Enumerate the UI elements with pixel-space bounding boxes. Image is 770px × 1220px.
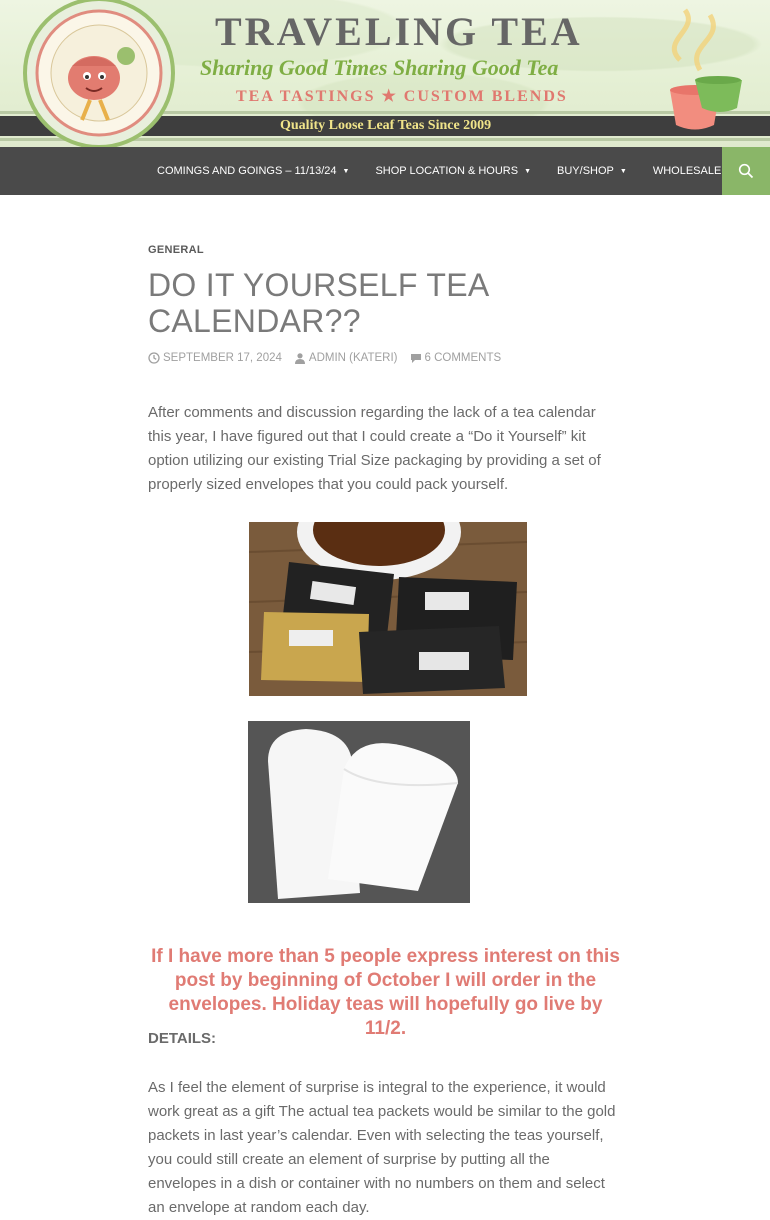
chevron-down-icon: ▼	[342, 167, 350, 175]
search-icon	[738, 163, 754, 179]
post-author-link[interactable]	[294, 352, 398, 364]
brand-name: TRAVELING TEA	[215, 9, 583, 54]
post-comments-link[interactable]	[410, 352, 502, 364]
nav-item-shop-location-hours[interactable]	[362, 147, 544, 195]
brand-tagline: Sharing Good Times Sharing Good Tea	[200, 55, 559, 80]
nav-item-label: WHOLESALE	[652, 165, 722, 177]
details-paragraph: As I feel the element of surprise is integral to the experience, it would work great as a gift The actual tea packets would be similar to the gold packets in last year’s calendar. Even with selecting the teas yourself, you could still create an element of surprise by putting all the envelopes in a dish or container with no numbers on them and select an envelope at random each day.	[148, 1079, 616, 1216]
site-logo[interactable]	[22, 0, 176, 147]
post-comments-count: 6 COMMENTS	[424, 352, 502, 364]
glassine-envelopes-photo	[248, 721, 470, 903]
nav-item-label: BUY/SHOP	[557, 165, 614, 177]
tea-cups-illustration	[640, 0, 750, 140]
search-button[interactable]	[722, 147, 770, 195]
nav-item-label: COMINGS AND GOINGS – 11/13/24	[157, 165, 337, 177]
nav-item-label: SHOP LOCATION & HOURS	[375, 165, 519, 177]
post-meta	[148, 352, 501, 364]
clock-icon	[148, 352, 160, 364]
nav-item-buy-shop[interactable]	[544, 147, 640, 195]
post-author: ADMIN (KATERI)	[308, 352, 398, 364]
post-category-link[interactable]: GENERAL	[148, 244, 204, 256]
interest-callout: If I have more than 5 people express interest on this post by beginning of October I will order in the envelopes. Holiday teas will hopefully go live by 11/2.	[151, 946, 620, 1039]
nav-item-wholesale[interactable]	[640, 147, 734, 195]
details-heading: DETAILS:	[148, 1030, 217, 1047]
user-icon	[294, 352, 306, 364]
chevron-down-icon: ▼	[619, 167, 627, 175]
post-date-link[interactable]	[148, 352, 282, 364]
tea-packets-photo	[249, 522, 527, 696]
brand-since: Quality Loose Leaf Teas Since 2009	[280, 118, 492, 133]
brand-subline: TEA TASTINGS ★ CUSTOM BLENDS	[236, 88, 568, 105]
post-intro-paragraph: After comments and discussion regarding the lack of a tea calendar this year, I have figured out that I could create a “Do it Yourself” kit option utilizing our existing Trial Size packaging by providing a set of properly sized envelopes that you could pack yourself.	[148, 404, 601, 493]
primary-navigation	[0, 147, 770, 195]
post-title: DO IT YOURSELF TEA CALENDAR??	[148, 267, 488, 339]
post-date: SEPTEMBER 17, 2024	[163, 352, 282, 364]
comment-icon	[410, 352, 422, 364]
site-header-banner[interactable]	[0, 0, 770, 147]
chevron-down-icon: ▼	[524, 167, 532, 175]
nav-item-comings-and-goings[interactable]	[144, 147, 362, 195]
